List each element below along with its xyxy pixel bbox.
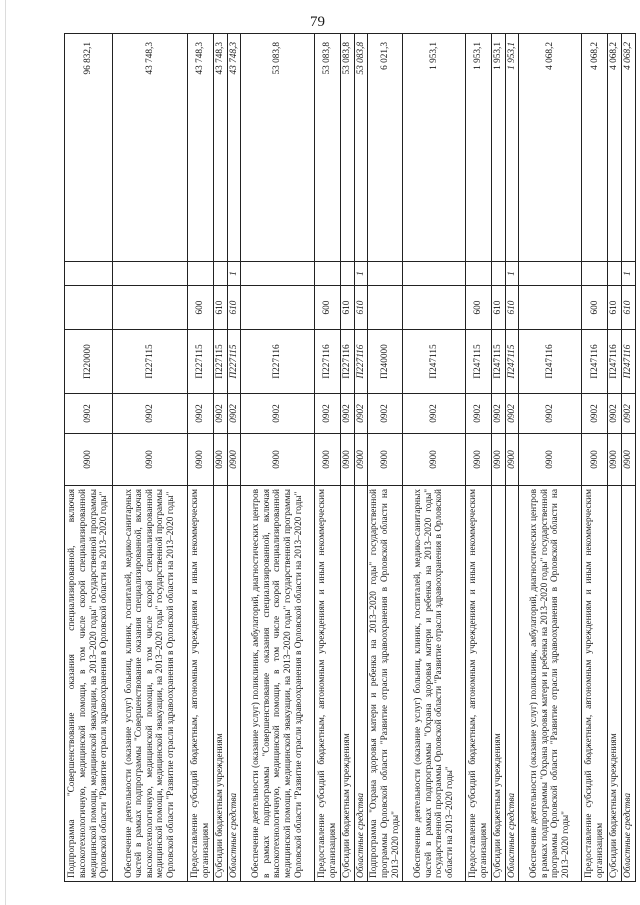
row-description: Обеспечение деятельности (оказание услуг) поликлиник, амбулаторий, диагностических центров в рамках подпрограммы "Совершенствование оказания специализированной, включая высокотехнологичную, медицинской помощи, в том числе скорой специализированной медицинской помощи, медицинской эвакуации, на 2013–2020 годы" государственной программы Орловской области "Развитие отрасли здравоохранения в Орловской области на 2013–2020 годы" xyxy=(241,486,315,882)
grbs-code: 0900 xyxy=(315,434,341,486)
kosgu-code xyxy=(466,262,492,286)
page-number: 79 xyxy=(310,14,325,30)
amount: 6 021,3 xyxy=(368,34,403,262)
kosgu-code xyxy=(315,262,341,286)
target-article-code: П227115 xyxy=(214,330,228,394)
grbs-code: 0900 xyxy=(227,434,241,486)
table-row xyxy=(113,34,188,882)
kosgu-code: 1 xyxy=(621,262,635,286)
kosgu-code: 1 xyxy=(227,262,241,286)
section-code: 0902 xyxy=(227,394,241,434)
row-description: Предоставление субсидий бюджетным, автономным учреждениям и иным некоммерческим организациям xyxy=(188,486,214,882)
budget-table-body xyxy=(65,34,636,882)
table-row xyxy=(621,34,635,882)
table-row xyxy=(403,34,466,882)
kosgu-code: 1 xyxy=(505,262,519,286)
kosgu-code xyxy=(241,262,315,286)
amount: 1 953,1 xyxy=(505,34,519,262)
section-code: 0902 xyxy=(519,394,582,434)
amount: 1 953,1 xyxy=(403,34,466,262)
grbs-code: 0900 xyxy=(466,434,492,486)
kosgu-code xyxy=(214,262,228,286)
section-code: 0902 xyxy=(492,394,506,434)
target-article-code: П247116 xyxy=(621,330,635,394)
section-code: 0902 xyxy=(505,394,519,434)
grbs-code: 0900 xyxy=(403,434,466,486)
target-article-code: П247115 xyxy=(466,330,492,394)
table-row xyxy=(188,34,214,882)
expense-type-code: 610 xyxy=(214,286,228,330)
target-article-code: П227116 xyxy=(315,330,341,394)
amount: 1 953,1 xyxy=(466,34,492,262)
kosgu-code xyxy=(608,262,622,286)
row-description: Предоставление субсидий бюджетным, автономным учреждениям и иным некоммерческим организациям xyxy=(582,486,608,882)
row-description: Субсидии бюджетным учреждениям xyxy=(341,486,355,882)
target-article-code: П247115 xyxy=(505,330,519,394)
grbs-code: 0900 xyxy=(241,434,315,486)
row-description: Областные средства xyxy=(354,486,368,882)
row-description: Субсидии бюджетным учреждениям xyxy=(608,486,622,882)
expense-type-code xyxy=(519,286,582,330)
expense-type-code: 600 xyxy=(315,286,341,330)
table-row xyxy=(519,34,582,882)
expense-type-code: 600 xyxy=(466,286,492,330)
row-description: Предоставление субсидий бюджетным, автономным учреждениям и иным некоммерческим организациям xyxy=(466,486,492,882)
amount: 53 083,8 xyxy=(354,34,368,262)
grbs-code: 0900 xyxy=(582,434,608,486)
target-article-code: П247115 xyxy=(403,330,466,394)
expense-type-code: 610 xyxy=(341,286,355,330)
row-description: Обеспечение деятельности (оказание услуг) больниц, клиник, госпиталей, медико-санитарных частей в рамках подпрограммы "Совершенствование оказания специализированной, включая высокотехнологичную, медицинской помощи, в том числе скорой специализированной медицинской помощи, медицинской эвакуации, на 2013–2020 годы" государственной программы Орловской области "Развитие отрасли здравоохранения в Орловской области на 2013–2020 годы" xyxy=(113,486,188,882)
expense-type-code: 610 xyxy=(227,286,241,330)
section-code: 0902 xyxy=(113,394,188,434)
kosgu-code xyxy=(582,262,608,286)
expense-type-code xyxy=(368,286,403,330)
row-description: Областные средства xyxy=(227,486,241,882)
target-article-code: П227115 xyxy=(188,330,214,394)
grbs-code: 0900 xyxy=(354,434,368,486)
expense-type-code xyxy=(241,286,315,330)
kosgu-code xyxy=(368,262,403,286)
target-article-code: П247116 xyxy=(519,330,582,394)
target-article-code: П247116 xyxy=(582,330,608,394)
table-row xyxy=(241,34,315,882)
table-row xyxy=(341,34,355,882)
section-code: 0902 xyxy=(582,394,608,434)
target-article-code: П220000 xyxy=(65,330,113,394)
amount: 4 068,2 xyxy=(621,34,635,262)
row-description: Субсидии бюджетным учреждениям xyxy=(214,486,228,882)
table-row xyxy=(608,34,622,882)
amount: 4 068,2 xyxy=(608,34,622,262)
expense-type-code: 610 xyxy=(505,286,519,330)
row-description: Областные средства xyxy=(621,486,635,882)
target-article-code: П227116 xyxy=(241,330,315,394)
grbs-code: 0900 xyxy=(65,434,113,486)
row-description: Субсидии бюджетным учреждениям xyxy=(492,486,506,882)
expense-type-code xyxy=(403,286,466,330)
amount: 53 083,8 xyxy=(341,34,355,262)
expense-type-code: 610 xyxy=(608,286,622,330)
kosgu-code xyxy=(113,262,188,286)
amount: 43 748,3 xyxy=(113,34,188,262)
rotated-page-content xyxy=(64,34,633,882)
kosgu-code xyxy=(519,262,582,286)
grbs-code: 0900 xyxy=(608,434,622,486)
target-article-code: П227116 xyxy=(341,330,355,394)
grbs-code: 0900 xyxy=(113,434,188,486)
expense-type-code: 610 xyxy=(621,286,635,330)
scan-edge-mark xyxy=(5,0,6,905)
target-article-code: П227115 xyxy=(113,330,188,394)
section-code: 0902 xyxy=(341,394,355,434)
row-description: Областные средства xyxy=(505,486,519,882)
expense-type-code xyxy=(65,286,113,330)
budget-table xyxy=(64,33,636,882)
grbs-code: 0900 xyxy=(368,434,403,486)
kosgu-code xyxy=(188,262,214,286)
section-code: 0902 xyxy=(621,394,635,434)
kosgu-code xyxy=(492,262,506,286)
table-row xyxy=(466,34,492,882)
table-row xyxy=(65,34,113,882)
table-row xyxy=(492,34,506,882)
table-row xyxy=(354,34,368,882)
section-code: 0902 xyxy=(65,394,113,434)
expense-type-code: 600 xyxy=(188,286,214,330)
expense-type-code: 600 xyxy=(582,286,608,330)
section-code: 0902 xyxy=(241,394,315,434)
target-article-code: П247115 xyxy=(492,330,506,394)
target-article-code: П227116 xyxy=(354,330,368,394)
amount: 43 748,3 xyxy=(188,34,214,262)
section-code: 0902 xyxy=(214,394,228,434)
table-row xyxy=(227,34,241,882)
kosgu-code xyxy=(341,262,355,286)
section-code: 0902 xyxy=(354,394,368,434)
kosgu-code xyxy=(65,262,113,286)
amount: 43 748,3 xyxy=(227,34,241,262)
expense-type-code xyxy=(113,286,188,330)
row-description: Подпрограмма "Охрана здоровья матери и ребенка на 2013–2020 годы" государственной программы Орловской области "Развитие отрасли здравоохранения в Орловской области на 2013–2020 годы" xyxy=(368,486,403,882)
grbs-code: 0900 xyxy=(505,434,519,486)
section-code: 0902 xyxy=(466,394,492,434)
row-description: Обеспечение деятельности (оказание услуг) больниц, клиник, госпиталей, медико-санитарных частей в рамках подпрограммы "Охрана здоровья матери и ребенка на 2013–2020 годы" государственной программы Орловской области "Развитие отрасли здравоохранения в Орловской области на 2013–2020 годы" xyxy=(403,486,466,882)
table-row xyxy=(214,34,228,882)
grbs-code: 0900 xyxy=(621,434,635,486)
section-code: 0902 xyxy=(315,394,341,434)
grbs-code: 0900 xyxy=(214,434,228,486)
target-article-code: П247116 xyxy=(608,330,622,394)
amount: 53 083,8 xyxy=(241,34,315,262)
row-description: Подпрограмма "Совершенствование оказания специализированной, включая высокотехнологичную, медицинской помощи, в том числе скорой специализированной медицинской помощи, медицинской эвакуации, на 2013–2020 годы" государственной программы Орловской области "Развитие отрасли здравоохранения в Орловской области на 2013–2020 годы" xyxy=(65,486,113,882)
target-article-code: П227115 xyxy=(227,330,241,394)
amount: 43 748,3 xyxy=(214,34,228,262)
kosgu-code: 1 xyxy=(354,262,368,286)
section-code: 0902 xyxy=(608,394,622,434)
grbs-code: 0900 xyxy=(188,434,214,486)
table-row xyxy=(582,34,608,882)
target-article-code: П240000 xyxy=(368,330,403,394)
amount: 4 068,2 xyxy=(519,34,582,262)
row-description: Предоставление субсидий бюджетным, автономным учреждениям и иным некоммерческим организациям xyxy=(315,486,341,882)
expense-type-code: 610 xyxy=(492,286,506,330)
kosgu-code xyxy=(403,262,466,286)
grbs-code: 0900 xyxy=(492,434,506,486)
section-code: 0902 xyxy=(403,394,466,434)
table-row xyxy=(315,34,341,882)
section-code: 0902 xyxy=(368,394,403,434)
grbs-code: 0900 xyxy=(519,434,582,486)
amount: 1 953,1 xyxy=(492,34,506,262)
row-description: Обеспечение деятельности (оказание услуг) поликлиник, амбулаторий, диагностических центров в рамках подпрограммы "Охрана здоровья матери и ребенка на 2013–2020 годы" государственной программы Орловской области "Развитие отрасли здравоохранения в Орловской области на 2013–2020 годы" xyxy=(519,486,582,882)
amount: 53 083,8 xyxy=(315,34,341,262)
section-code: 0902 xyxy=(188,394,214,434)
table-row xyxy=(368,34,403,882)
table-row xyxy=(505,34,519,882)
expense-type-code: 610 xyxy=(354,286,368,330)
amount: 4 068,2 xyxy=(582,34,608,262)
amount: 96 832,1 xyxy=(65,34,113,262)
grbs-code: 0900 xyxy=(341,434,355,486)
